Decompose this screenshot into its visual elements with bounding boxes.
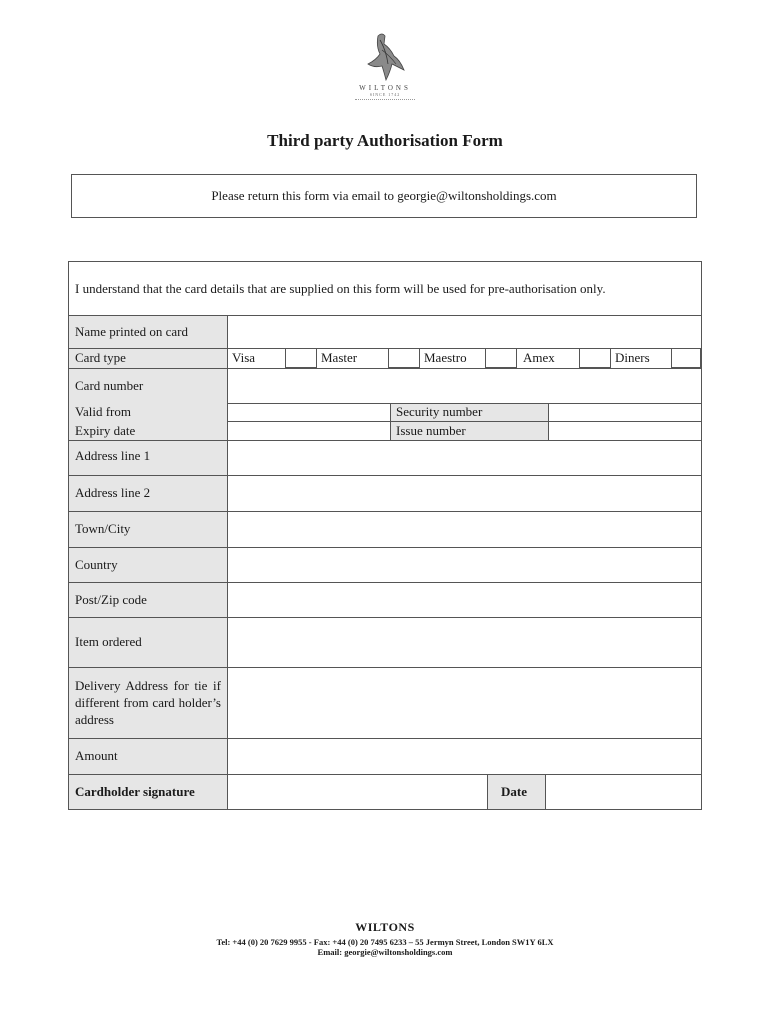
row-divider xyxy=(69,440,701,441)
signature-field[interactable] xyxy=(227,774,487,809)
card-type-amex-checkbox[interactable] xyxy=(579,348,611,368)
item-ordered-field[interactable] xyxy=(227,617,701,667)
declaration-text: I understand that the card details that are supplied on this form will be used for pre-authorisation only. xyxy=(75,280,606,296)
label-issue-number: Issue number xyxy=(390,421,548,440)
card-type-master-label: Master xyxy=(321,350,358,365)
date-field[interactable] xyxy=(545,774,701,809)
card-type-visa-label: Visa xyxy=(232,350,256,365)
name-on-card-field[interactable] xyxy=(227,315,701,348)
issue-number-field[interactable] xyxy=(548,421,701,440)
row-divider xyxy=(69,547,701,548)
card-number-field[interactable] xyxy=(227,368,701,403)
card-type-diners-label: Diners xyxy=(615,350,650,365)
card-type-diners-checkbox[interactable] xyxy=(671,348,701,368)
address-line-2-field[interactable] xyxy=(227,475,701,511)
security-number-field[interactable] xyxy=(548,403,701,421)
column-divider xyxy=(487,774,488,809)
delivery-address-field[interactable] xyxy=(227,667,701,738)
row-divider xyxy=(227,421,701,422)
expiry-date-field[interactable] xyxy=(227,421,390,440)
logo-divider xyxy=(355,99,415,100)
address-line-1-field[interactable] xyxy=(227,440,701,475)
card-type-visa-checkbox[interactable] xyxy=(285,348,317,368)
column-divider xyxy=(390,403,391,440)
row-divider xyxy=(69,738,701,739)
label-expiry-date: Expiry date xyxy=(69,421,227,440)
return-notice-text: Please return this form via email to georgie@wiltonsholdings.com xyxy=(211,188,557,203)
row-divider xyxy=(69,774,701,775)
label-postcode: Post/Zip code xyxy=(69,582,227,617)
postcode-field[interactable] xyxy=(227,582,701,617)
label-delivery-address: Delivery Address for tie if different from card holder’s address xyxy=(69,667,227,738)
column-divider xyxy=(227,315,228,809)
footer xyxy=(0,920,770,957)
return-notice xyxy=(71,174,697,218)
label-town-city: Town/City xyxy=(69,511,227,547)
row-divider xyxy=(69,511,701,512)
label-address-line-1: Address line 1 xyxy=(69,440,227,475)
label-country: Country xyxy=(69,547,227,582)
card-type-master-checkbox[interactable] xyxy=(388,348,420,368)
label-card-type: Card type xyxy=(69,348,227,368)
town-city-field[interactable] xyxy=(227,511,701,547)
footer-contact: Tel: +44 (0) 20 7629 9955 - Fax: +44 (0) 20 7495 6233 – 55 Jermyn Street, London SW1Y 6LX xyxy=(216,937,554,947)
row-divider xyxy=(69,582,701,583)
label-item-ordered: Item ordered xyxy=(69,617,227,667)
declaration xyxy=(69,262,701,315)
card-type-maestro-checkbox[interactable] xyxy=(485,348,517,368)
row-divider xyxy=(227,403,701,404)
label-cardholder-signature: Cardholder signature xyxy=(69,774,227,809)
label-amount: Amount xyxy=(69,738,227,774)
column-divider xyxy=(548,403,549,440)
logo-brand: WILTONS xyxy=(359,84,411,92)
page-title: Third party Authorisation Form xyxy=(267,131,503,150)
column-divider xyxy=(545,774,546,809)
authorisation-form xyxy=(68,261,702,810)
label-address-line-2: Address line 2 xyxy=(69,475,227,511)
bird-icon xyxy=(360,30,410,82)
footer-email: Email: georgie@wiltonsholdings.com xyxy=(317,947,453,957)
label-security-number: Security number xyxy=(390,403,548,421)
valid-from-field[interactable] xyxy=(227,403,390,421)
logo-since: SINCE 1742 xyxy=(369,92,401,97)
row-divider xyxy=(69,617,701,618)
wiltons-logo xyxy=(345,30,425,110)
row-divider xyxy=(69,348,701,349)
row-divider xyxy=(69,667,701,668)
amount-field[interactable] xyxy=(227,738,701,774)
card-type-maestro-label: Maestro xyxy=(424,350,467,365)
label-valid-from: Valid from xyxy=(69,403,227,421)
label-card-number: Card number xyxy=(69,368,227,403)
row-divider xyxy=(69,368,701,369)
row-divider xyxy=(69,315,701,316)
label-date: Date xyxy=(487,774,545,809)
label-name-on-card: Name printed on card xyxy=(69,315,227,348)
row-divider xyxy=(69,475,701,476)
footer-company-name: WILTONS xyxy=(355,920,415,934)
card-type-amex-label: Amex xyxy=(523,350,555,365)
country-field[interactable] xyxy=(227,547,701,582)
